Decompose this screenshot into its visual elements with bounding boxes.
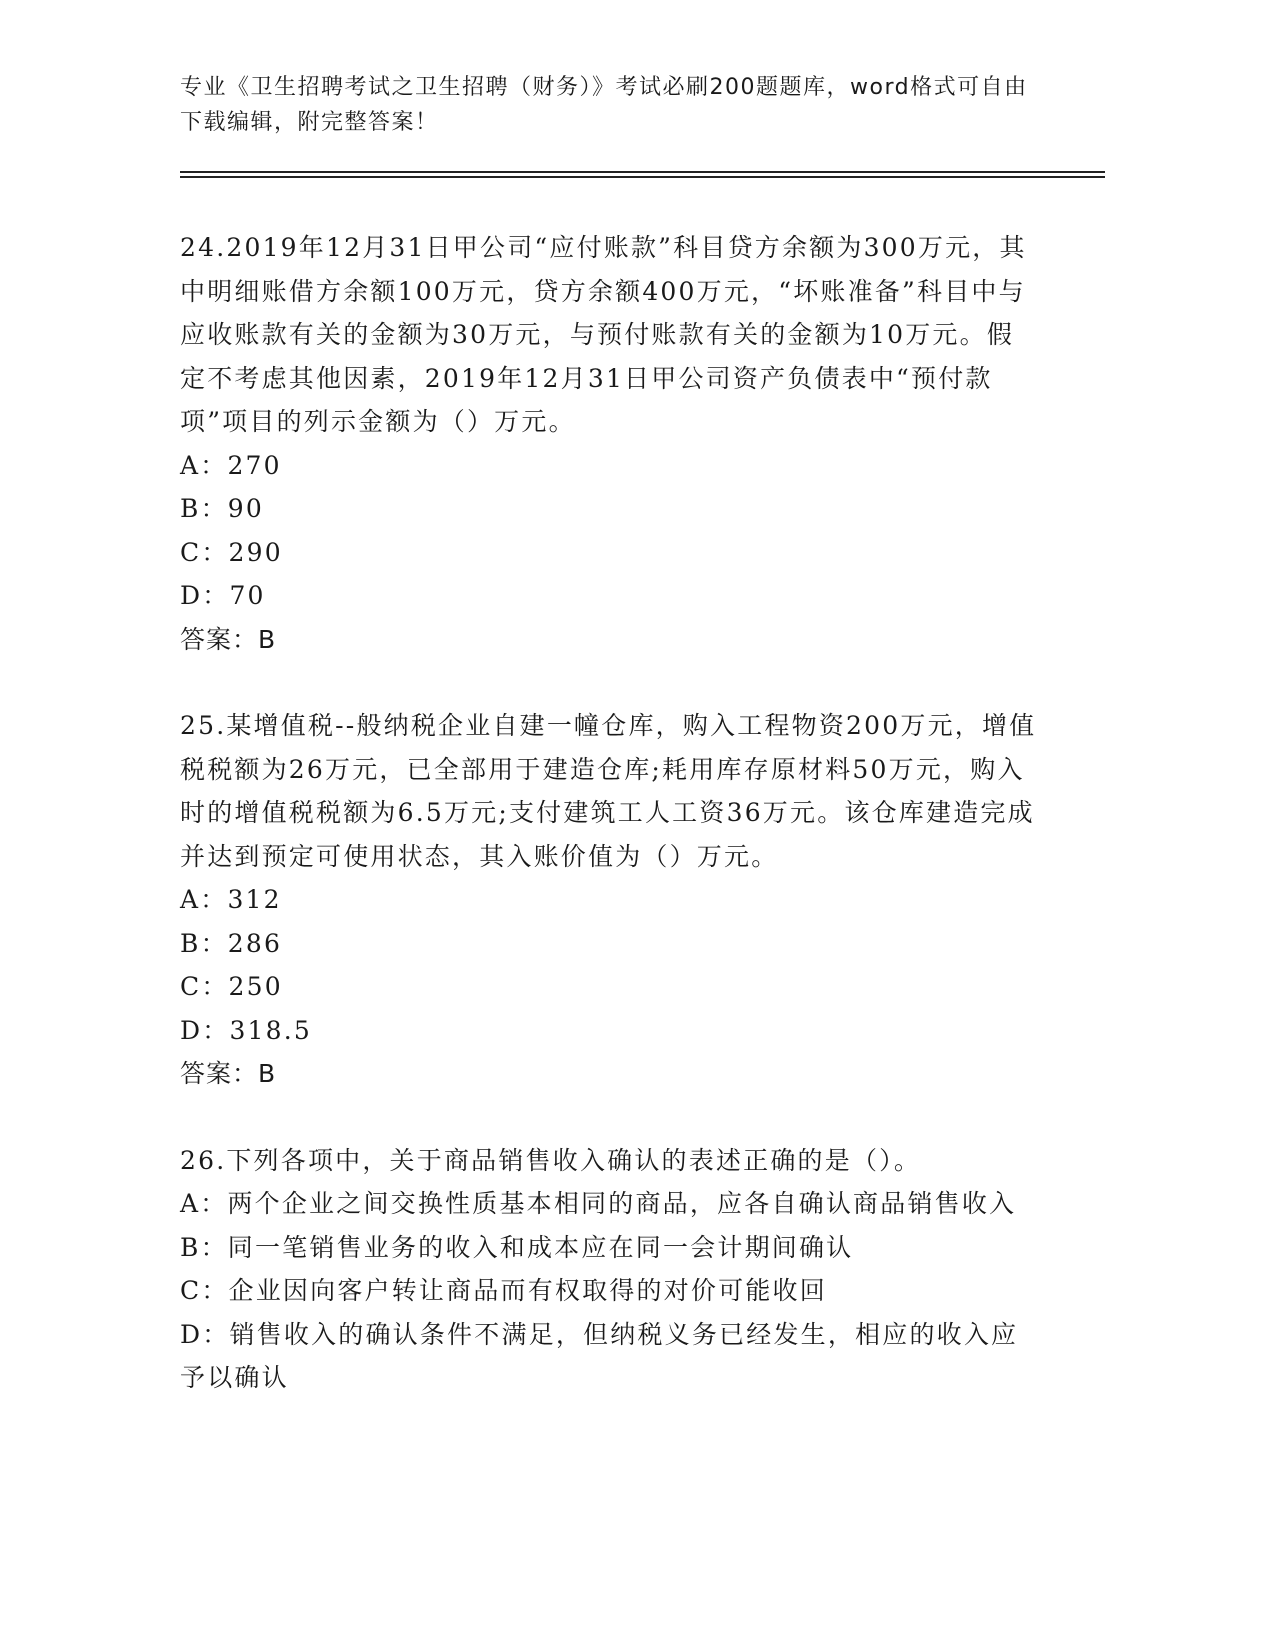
question-text: 24.2019年12月31日甲公司“应付账款”科目贷方余额为300万元，其中明细账借方余额100万元，贷方余额400万元，“坏账准备”科目中与应收账款有关的金额为30万元，与预付账款有关的金额为10万元。假定不考虑其他因素，2019年12月31日甲公司资产负债表中“预付款项”项目的列示金额为（）万元。 bbox=[180, 233, 1027, 436]
answer: 答案：B bbox=[180, 624, 277, 654]
option-d: D：318.5 bbox=[180, 1015, 313, 1045]
question-26 bbox=[180, 1139, 1040, 1400]
option-c: C：企业因向客户转让商品而有权取得的对价可能收回 bbox=[180, 1276, 827, 1305]
header-divider-top bbox=[180, 171, 1105, 173]
option-b: B：90 bbox=[180, 494, 264, 523]
spacer bbox=[180, 1096, 1040, 1139]
question-list bbox=[180, 226, 1040, 1400]
option-c: C：290 bbox=[180, 537, 283, 567]
option-a: A：两个企业之间交换性质基本相同的商品，应各自确认商品销售收入 bbox=[180, 1189, 1017, 1218]
spacer bbox=[180, 661, 1040, 704]
option-a: A：270 bbox=[180, 450, 282, 480]
option-d: D：70 bbox=[180, 581, 266, 610]
question-text: 25.某增值税--般纳税企业自建一幢仓库，购入工程物资200万元，增值税税额为26万元，已全部用于建造仓库;耗用库存原材料50万元，购入时的增值税税额为6.5万元;支付建筑工人工资36万元。该仓库建造完成并达到预定可使用状态，其入账价值为（）万元。 bbox=[180, 711, 1037, 871]
option-d: D：销售收入的确认条件不满足，但纳税义务已经发生，相应的收入应予以确认 bbox=[180, 1319, 1019, 1392]
question-text: 26.下列各项中，关于商品销售收入确认的表述正确的是（）。 bbox=[180, 1145, 922, 1175]
answer: 答案：B bbox=[180, 1059, 277, 1088]
question-25 bbox=[180, 704, 1040, 1096]
option-c: C：250 bbox=[180, 972, 283, 1001]
header-divider-bottom bbox=[180, 176, 1105, 178]
option-b: B：同一笔销售业务的收入和成本应在同一会计期间确认 bbox=[180, 1232, 854, 1262]
option-a: A：312 bbox=[180, 885, 282, 914]
document-header: 专业《卫生招聘考试之卫生招聘（财务）》考试必刷200题题库，word格式可自由下载编辑，附完整答案！ bbox=[180, 75, 1028, 135]
option-b: B：286 bbox=[180, 928, 283, 958]
question-24 bbox=[180, 226, 1040, 661]
